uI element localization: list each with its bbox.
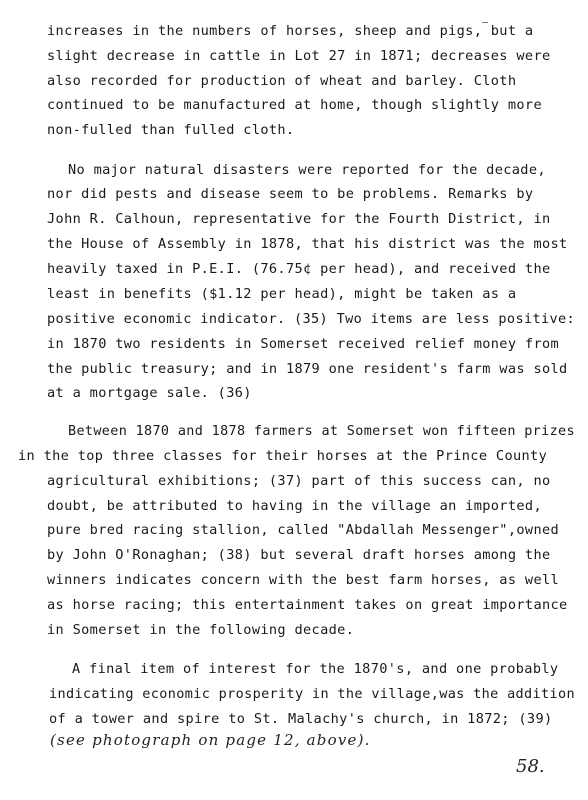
text-line: in 1870 two residents in Somerset received relief money from [47,336,560,352]
page-number: 58. [516,756,545,777]
text-line: heavily taxed in P.E.I. (76.75¢ per head), and received the [47,261,551,277]
text-line: of a tower and spire to St. Malachy's church, in 1872; (39) [49,711,553,727]
text-line: the public treasury; and in 1879 one resident's farm was sold [47,361,568,377]
text-line: positive economic indicator. (35) Two items are less positive: [47,311,576,327]
text-line: non-fulled than fulled cloth. [47,122,295,138]
text-line: agricultural exhibitions; (37) part of this success can, no [47,473,551,489]
text-line: the House of Assembly in 1878, that his district was the most [47,236,568,252]
text-line: in the top three classes for their horses at the Prince County [18,448,548,464]
text-line: A final item of interest for the 1870's, and one probably [72,661,559,677]
text-line: slight decrease in cattle in Lot 27 in 1871; decreases were [47,48,551,64]
text-line: as horse racing; this entertainment takes on great importance [47,597,568,613]
text-line: continued to be manufactured at home, though slightly more [47,97,542,113]
text-line: indicating economic prosperity in the village,was the addition [49,686,575,702]
text-line: pure bred racing stallion, called "Abdallah Messenger",owned [47,522,560,538]
text-line: No major natural disasters were reported for the decade, [68,162,546,178]
text-line: winners indicates concern with the best farm horses, as well [47,572,560,588]
text-line: by John O'Ronaghan; (38) but several draft horses among the [47,547,551,563]
text-line: doubt, be attributed to having in the village an imported, [47,498,542,514]
text-line: increases in the numbers of horses, sheep and pigs, but a [47,23,534,39]
text-line: nor did pests and disease seem to be problems. Remarks by [47,186,534,202]
text-line: least in benefits ($1.12 per head), might be taken as a [47,286,517,302]
text-line: also recorded for production of wheat and barley. Cloth [47,73,517,89]
text-line: John R. Calhoun, representative for the Fourth District, in [47,211,551,227]
handwritten-note: (see photograph on page 12, above). [50,731,371,749]
text-line: at a mortgage sale. (36) [47,385,252,401]
text-line: Between 1870 and 1878 farmers at Somerset won fifteen prizes [68,423,575,439]
text-line: in Somerset in the following decade. [47,622,355,638]
